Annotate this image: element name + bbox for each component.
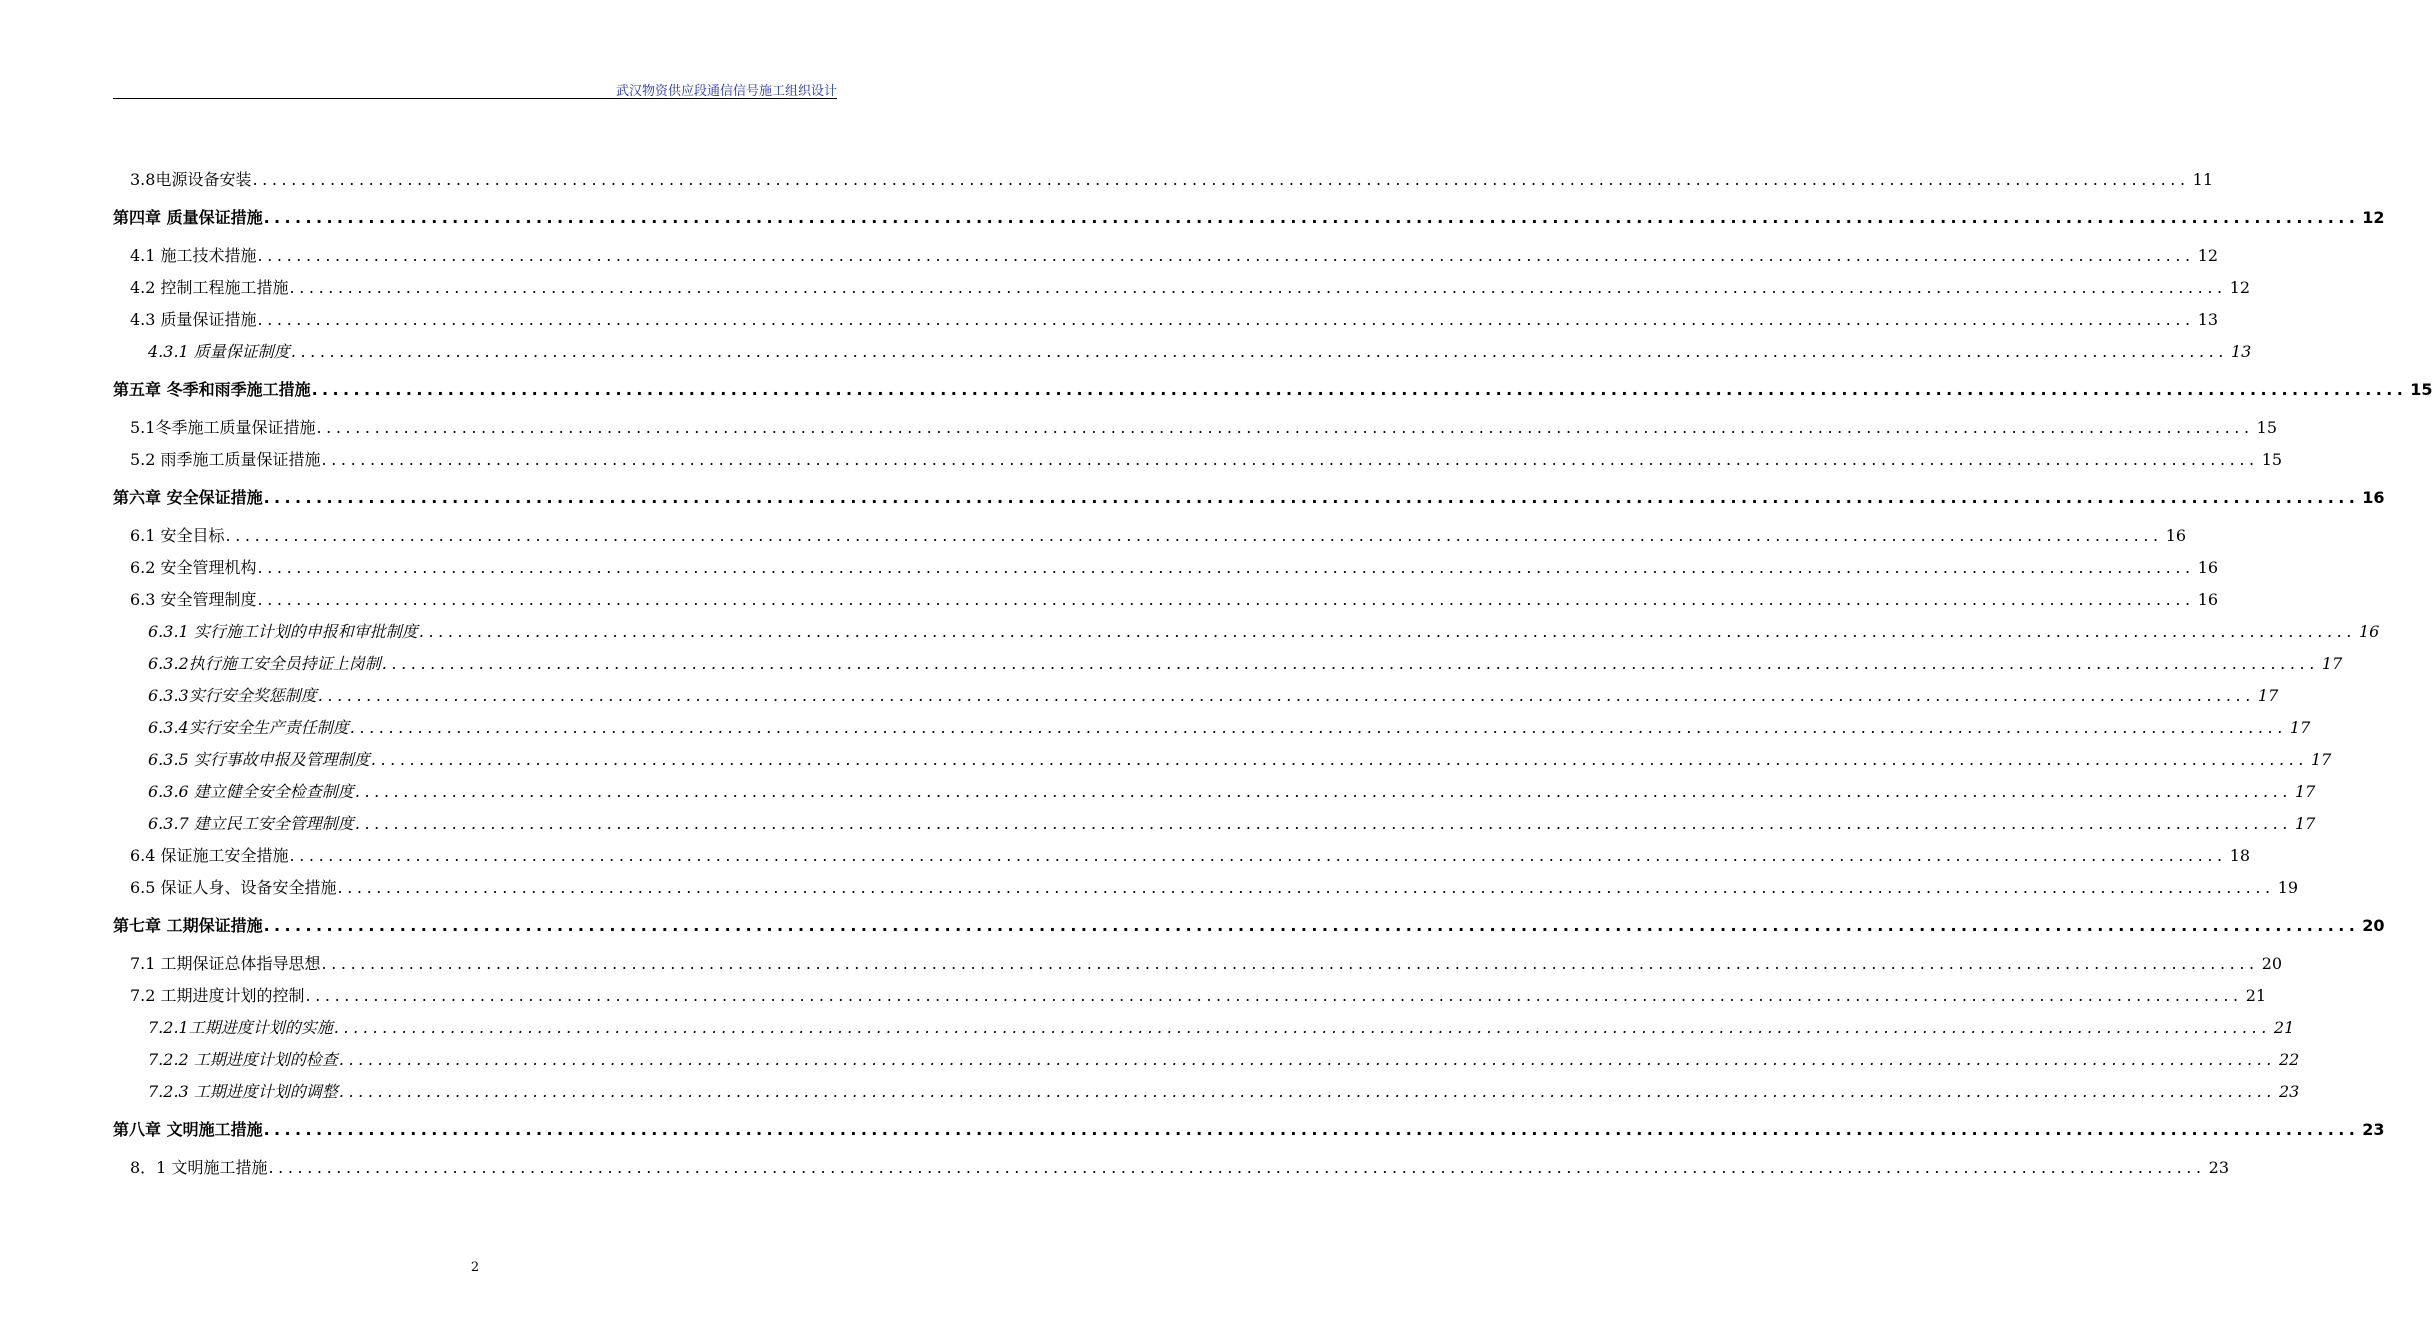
toc-leader-dots: ........................................................................................................................................................................................................ <box>252 170 2190 189</box>
toc-entry-label: 第六章 安全保证措施 <box>113 488 263 507</box>
toc-leader-dots: ........................................................................................................................................................................................................ <box>349 718 2287 737</box>
toc-entry-page: 20 <box>2261 954 2283 973</box>
toc-leader-dots: ........................................................................................................................................................................................................ <box>311 380 2408 399</box>
toc-entry[interactable] <box>113 478 2385 518</box>
toc-entry[interactable] <box>113 584 2219 616</box>
toc-leader-dots: ........................................................................................................................................................................................................ <box>354 782 2292 801</box>
toc-leader-dots: ........................................................................................................................................................................................................ <box>317 686 2255 705</box>
toc-leader-dots: ........................................................................................................................................................................................................ <box>290 342 2228 361</box>
toc-entry-page: 21 <box>2273 1018 2295 1037</box>
toc-entry[interactable] <box>113 648 2343 680</box>
toc-entry[interactable] <box>113 412 2277 444</box>
toc-leader-dots: ........................................................................................................................................................................................................ <box>289 846 2227 865</box>
toc-entry[interactable] <box>113 776 2316 808</box>
toc-leader-dots: ........................................................................................................................................................................................................ <box>263 208 2360 227</box>
toc-entry[interactable] <box>113 240 2219 272</box>
toc-entry-label: 6.3.3实行安全奖惩制度 <box>148 686 317 705</box>
header-divider <box>113 98 837 99</box>
toc-entry-label: 4.2 控制工程施工措施 <box>130 278 289 297</box>
toc-entry[interactable] <box>113 1152 2229 1184</box>
toc-entry-label: 6.3.1 实行施工计划的申报和审批制度 <box>148 622 418 641</box>
toc-leader-dots: ........................................................................................................................................................................................................ <box>263 916 2360 935</box>
toc-entry[interactable] <box>113 1110 2385 1150</box>
toc-entry-label: 6.2 安全管理机构 <box>130 558 257 577</box>
toc-leader-dots: ........................................................................................................................................................................................................ <box>370 750 2308 769</box>
toc-entry[interactable] <box>113 948 2283 980</box>
toc-entry-page: 11 <box>2192 170 2213 189</box>
toc-entry-label: 4.3 质量保证措施 <box>130 310 257 329</box>
toc-leader-dots: ........................................................................................................................................................................................................ <box>263 488 2360 507</box>
toc-entry[interactable] <box>113 840 2251 872</box>
toc-entry-page: 15 <box>2256 418 2277 437</box>
toc-entry-page: 23 <box>2208 1158 2229 1177</box>
toc-entry-page: 20 <box>2362 916 2385 935</box>
toc-entry-page: 13 <box>2231 342 2252 361</box>
toc-entry-label: 3.8电源设备安装 <box>130 170 252 189</box>
toc-entry-page: 22 <box>2279 1050 2300 1069</box>
toc-entry-label: 6.3.6 建立健全安全检查制度 <box>148 782 354 801</box>
toc-entry-label: 4.3.1 质量保证制度 <box>148 342 290 361</box>
toc-entry-page: 18 <box>2229 846 2251 865</box>
toc-entry[interactable] <box>113 552 2219 584</box>
toc-entry-label: 5.2 雨季施工质量保证措施 <box>130 450 321 469</box>
toc-entry-page: 16 <box>2197 590 2219 609</box>
toc-entry-page: 17 <box>2289 718 2311 737</box>
toc-entry-page: 23 <box>2279 1082 2300 1101</box>
toc-leader-dots: ........................................................................................................................................................................................................ <box>337 878 2275 897</box>
toc-entry-label: 7.2.2 工期进度计划的检查 <box>148 1050 338 1069</box>
toc-entry-page: 19 <box>2277 878 2299 897</box>
toc-entry-label: 6.1 安全目标 <box>130 526 225 545</box>
toc-leader-dots: ........................................................................................................................................................................................................ <box>321 450 2259 469</box>
toc-entry[interactable] <box>113 164 2213 196</box>
toc-entry-label: 第四章 质量保证措施 <box>113 208 263 227</box>
toc-entry[interactable] <box>113 872 2299 904</box>
toc-entry[interactable] <box>113 520 2187 552</box>
toc-leader-dots: ........................................................................................................................................................................................................ <box>289 278 2227 297</box>
toc-entry[interactable] <box>113 444 2283 476</box>
toc-entry-page: 16 <box>2362 488 2385 507</box>
toc-entry-label: 6.3.7 建立民工安全管理制度 <box>148 814 354 833</box>
toc-entry-label: 6.3.2执行施工安全员持证上岗制 <box>148 654 381 673</box>
toc-entry-page: 23 <box>2362 1120 2385 1139</box>
toc-entry-label: 7.1 工期保证总体指导思想 <box>130 954 321 973</box>
toc-entry-label: 8．1 文明施工措施 <box>130 1158 268 1177</box>
toc-entry-label: 6.3.4实行安全生产责任制度 <box>148 718 349 737</box>
toc-leader-dots: ........................................................................................................................................................................................................ <box>354 814 2292 833</box>
toc-entry[interactable] <box>113 198 2385 238</box>
toc-leader-dots: ........................................................................................................................................................................................................ <box>257 310 2195 329</box>
toc-leader-dots: ........................................................................................................................................................................................................ <box>257 590 2195 609</box>
toc-entry-page: 17 <box>2321 654 2343 673</box>
toc-leader-dots: ........................................................................................................................................................................................................ <box>257 558 2195 577</box>
toc-entry-page: 12 <box>2197 246 2219 265</box>
toc-leader-dots: ........................................................................................................................................................................................................ <box>321 954 2259 973</box>
toc-entry-page: 12 <box>2362 208 2385 227</box>
running-header-title: 武汉物资供应段通信信号施工组织设计 <box>615 84 837 99</box>
toc-entry[interactable] <box>113 304 2219 336</box>
toc-entry[interactable] <box>113 680 2279 712</box>
toc-entry-label: 7.2 工期进度计划的控制 <box>130 986 305 1005</box>
toc-leader-dots: ........................................................................................................................................................................................................ <box>225 526 2163 545</box>
toc-entry-label: 第七章 工期保证措施 <box>113 916 263 935</box>
toc-entry-label: 7.2.1工期进度计划的实施 <box>148 1018 333 1037</box>
toc-entry-label: 6.3.5 实行事故申报及管理制度 <box>148 750 370 769</box>
toc-leader-dots: ........................................................................................................................................................................................................ <box>418 622 2356 641</box>
toc-leader-dots: ........................................................................................................................................................................................................ <box>268 1158 2206 1177</box>
toc-entry-label: 7.2.3 工期进度计划的调整 <box>148 1082 338 1101</box>
toc-entry-label: 6.5 保证人身、设备安全措施 <box>130 878 337 897</box>
toc-entry-page: 17 <box>2311 750 2332 769</box>
toc-entry-page: 12 <box>2229 278 2251 297</box>
toc-entry-label: 第五章 冬季和雨季施工措施 <box>113 380 311 399</box>
toc-entry[interactable] <box>113 1012 2295 1044</box>
toc-leader-dots: ........................................................................................................................................................................................................ <box>257 246 2195 265</box>
toc-entry-page: 16 <box>2165 526 2187 545</box>
toc-entry-label: 6.4 保证施工安全措施 <box>130 846 289 865</box>
toc-entry-page: 17 <box>2257 686 2279 705</box>
toc-entry[interactable] <box>113 906 2385 946</box>
toc-entry[interactable] <box>113 1076 2300 1108</box>
toc-entry[interactable] <box>113 744 2332 776</box>
toc-entry[interactable] <box>113 370 2432 410</box>
toc-entry[interactable] <box>113 616 2380 648</box>
toc-entry-page: 13 <box>2197 310 2219 329</box>
toc-entry[interactable] <box>113 980 2267 1012</box>
toc-leader-dots: ........................................................................................................................................................................................................ <box>381 654 2319 673</box>
toc-entry[interactable] <box>113 272 2251 304</box>
toc-entry[interactable] <box>113 1044 2300 1076</box>
toc-leader-dots: ........................................................................................................................................................................................................ <box>316 418 2254 437</box>
toc-entry-page: 15 <box>2261 450 2283 469</box>
toc-entry-page: 16 <box>2197 558 2219 577</box>
toc-entry-page: 15 <box>2410 380 2432 399</box>
toc-entry-label: 6.3 安全管理制度 <box>130 590 257 609</box>
toc-leader-dots: ........................................................................................................................................................................................................ <box>305 986 2243 1005</box>
toc-leader-dots: ........................................................................................................................................................................................................ <box>263 1120 2360 1139</box>
toc-entry-label: 5.1冬季施工质量保证措施 <box>130 418 316 437</box>
toc-entry-label: 4.1 施工技术措施 <box>130 246 257 265</box>
toc-entry-page: 21 <box>2245 986 2267 1005</box>
toc-leader-dots: ........................................................................................................................................................................................................ <box>338 1050 2276 1069</box>
toc-entry[interactable] <box>113 712 2311 744</box>
toc-entry[interactable] <box>113 336 2252 368</box>
toc-entry[interactable] <box>113 808 2316 840</box>
toc-entry-page: 17 <box>2295 814 2316 833</box>
page-number: 2 <box>470 1260 480 1275</box>
toc-leader-dots: ........................................................................................................................................................................................................ <box>338 1082 2276 1101</box>
toc-leader-dots: ........................................................................................................................................................................................................ <box>333 1018 2271 1037</box>
toc-entry-label: 第八章 文明施工措施 <box>113 1120 263 1139</box>
table-of-contents <box>113 164 2432 1184</box>
toc-entry-page: 16 <box>2359 622 2380 641</box>
toc-entry-page: 17 <box>2295 782 2316 801</box>
